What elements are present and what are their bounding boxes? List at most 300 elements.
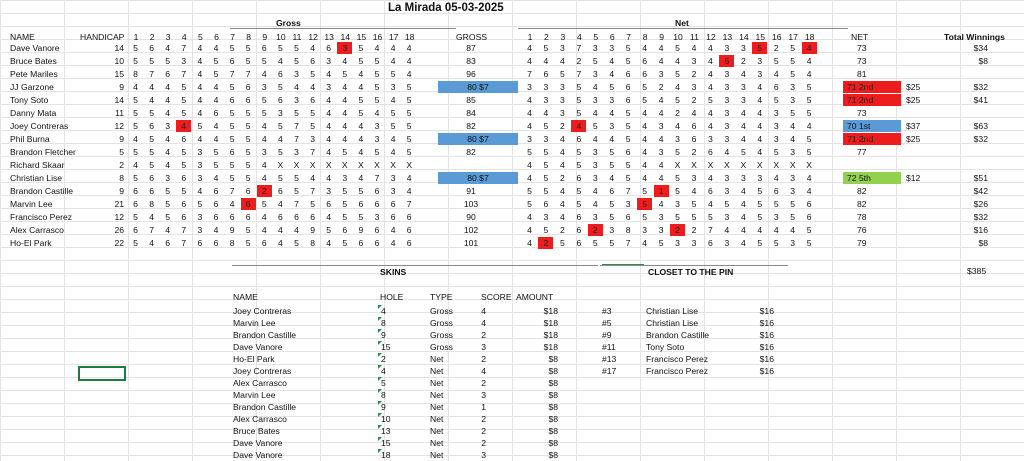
gross-score-cell[interactable]: 5 <box>278 121 283 131</box>
net-total[interactable]: 81 <box>857 69 867 79</box>
net-score-cell[interactable]: 3 <box>543 212 549 222</box>
net-score-cell[interactable]: 5 <box>609 238 615 248</box>
gross-score-cell[interactable]: 5 <box>294 173 299 183</box>
gross-score-cell[interactable]: 5 <box>294 238 299 248</box>
gross-score-cell[interactable]: 6 <box>213 186 219 196</box>
net-score-cell[interactable]: 4 <box>560 212 565 222</box>
gross-score-cell[interactable]: 4 <box>326 95 332 105</box>
net-score-cell[interactable]: 4 <box>740 134 746 144</box>
net-score-cell[interactable]: 3 <box>527 134 532 144</box>
gross-score-cell[interactable]: 4 <box>278 238 283 248</box>
gross-score-cell[interactable]: 5 <box>245 225 251 235</box>
net-score-cell[interactable]: 3 <box>708 134 713 144</box>
net-score-cell[interactable]: 5 <box>757 212 763 222</box>
gross-score-cell[interactable]: 6 <box>245 95 251 105</box>
gross-score-cell[interactable]: 5 <box>358 108 364 118</box>
gross-score-cell[interactable]: 5 <box>165 186 171 196</box>
gross-score-cell[interactable]: 5 <box>374 82 380 92</box>
net-score-cell[interactable]: 5 <box>576 108 582 118</box>
net-score-cell[interactable]: 3 <box>757 69 763 79</box>
player-name[interactable]: Francisco Perez <box>10 212 73 222</box>
net-score-cell[interactable]: 5 <box>658 238 664 248</box>
gross-score-cell[interactable]: 4 <box>261 69 267 79</box>
gross-score-cell[interactable]: 4 <box>149 238 154 248</box>
gross-score-cell[interactable]: 5 <box>358 95 364 105</box>
net-score-cell[interactable]: 2 <box>560 121 565 131</box>
net-score-cell[interactable]: 3 <box>609 121 615 131</box>
gross-score-cell[interactable]: 4 <box>390 238 396 248</box>
net-score-cell[interactable]: 3 <box>609 43 615 53</box>
gross-score-cell[interactable]: 8 <box>229 238 235 248</box>
net-total[interactable]: 78 <box>857 212 867 222</box>
gross-score-cell[interactable]: 4 <box>261 225 267 235</box>
net-score-cell[interactable]: 5 <box>806 238 812 248</box>
net-score-cell[interactable]: 6 <box>642 69 648 79</box>
gross-score-cell[interactable]: 5 <box>133 108 138 118</box>
net-score-cell[interactable]: X <box>806 160 812 170</box>
net-score-cell[interactable]: X <box>773 160 780 170</box>
gross-score-cell[interactable]: 7 <box>229 69 235 79</box>
net-score-cell[interactable]: 2 <box>670 224 685 236</box>
net-total[interactable]: 82 <box>857 199 867 209</box>
net-score-cell[interactable]: 5 <box>576 186 582 196</box>
gross-score-cell[interactable]: 5 <box>358 56 364 66</box>
net-score-cell[interactable]: 5 <box>773 238 779 248</box>
gross-score-cell[interactable]: 3 <box>197 225 203 235</box>
gross-score-cell[interactable]: 6 <box>261 43 267 53</box>
selected-cell[interactable] <box>78 366 126 381</box>
gross-score-cell[interactable]: 6 <box>213 212 219 222</box>
gross-score-cell[interactable]: 5 <box>165 56 171 66</box>
gross-score-cell[interactable]: 5 <box>133 43 138 53</box>
net-score-cell[interactable]: 4 <box>642 108 648 118</box>
gross-score-cell[interactable]: 4 <box>261 173 267 183</box>
net-score-cell[interactable]: 3 <box>675 134 680 144</box>
gross-score-cell[interactable]: 4 <box>358 147 364 157</box>
skins-row-name[interactable]: Brandon Castille <box>233 330 297 340</box>
net-score-cell[interactable]: 4 <box>527 238 532 248</box>
net-score-cell[interactable]: 5 <box>576 160 582 170</box>
gross-score-cell[interactable]: X <box>358 160 364 170</box>
ctp-row-name[interactable]: Christian Lise <box>646 306 699 316</box>
gross-score-cell[interactable]: 5 <box>310 69 315 79</box>
gross-score-cell[interactable]: 5 <box>310 199 315 209</box>
gross-score-cell[interactable]: 5 <box>374 56 380 66</box>
gross-score-cell[interactable]: 5 <box>406 121 412 131</box>
gross-score-cell[interactable]: 5 <box>245 56 251 66</box>
skins-row-name[interactable]: Brandon Castille <box>233 402 297 412</box>
gross-score-cell[interactable]: 4 <box>326 121 332 131</box>
net-score-cell[interactable]: 5 <box>625 108 631 118</box>
net-score-cell[interactable]: 2 <box>576 56 582 66</box>
gross-score-cell[interactable]: 4 <box>294 225 299 235</box>
net-score-cell[interactable]: 3 <box>724 134 730 144</box>
net-score-cell[interactable]: 4 <box>543 108 549 118</box>
gross-score-cell[interactable]: 3 <box>310 134 315 144</box>
gross-score-cell[interactable]: 7 <box>245 69 251 79</box>
net-score-cell[interactable]: 3 <box>724 69 730 79</box>
net-score-cell[interactable]: 4 <box>708 43 713 53</box>
gross-score-cell[interactable]: 5 <box>358 186 364 196</box>
gross-score-cell[interactable]: 4 <box>261 160 267 170</box>
gross-score-cell[interactable]: 5 <box>261 95 267 105</box>
net-score-cell[interactable]: 5 <box>543 121 549 131</box>
gross-score-cell[interactable]: 4 <box>390 225 396 235</box>
gross-score-cell[interactable]: 5 <box>213 56 219 66</box>
gross-score-cell[interactable]: 5 <box>342 186 348 196</box>
net-score-cell[interactable]: 5 <box>576 95 582 105</box>
gross-score-cell[interactable]: 3 <box>326 82 332 92</box>
net-score-cell[interactable]: 5 <box>576 82 582 92</box>
net-score-cell[interactable]: 3 <box>773 108 779 118</box>
net-score-cell[interactable]: 4 <box>658 173 664 183</box>
skins-row-name[interactable]: Marvin Lee <box>233 318 276 328</box>
gross-score-cell[interactable]: 5 <box>342 199 348 209</box>
net-score-cell[interactable]: 4 <box>708 173 713 183</box>
gross-score-cell[interactable]: 4 <box>213 173 219 183</box>
net-score-cell[interactable]: 6 <box>708 147 713 157</box>
net-score-cell[interactable]: 3 <box>560 95 565 105</box>
gross-score-cell[interactable]: 4 <box>133 160 138 170</box>
gross-score-cell[interactable]: 5 <box>406 108 412 118</box>
gross-score-cell[interactable]: 9 <box>358 225 364 235</box>
net-score-cell[interactable]: 4 <box>592 199 598 209</box>
net-score-cell[interactable]: 4 <box>675 121 680 131</box>
net-score-cell[interactable]: 1 <box>654 185 669 197</box>
skins-row-name[interactable]: Joey Contreras <box>233 366 292 376</box>
gross-score-cell[interactable]: 7 <box>181 69 187 79</box>
net-score-cell[interactable]: 3 <box>790 186 796 196</box>
net-score-cell[interactable]: 6 <box>691 134 697 144</box>
gross-score-cell[interactable]: 6 <box>149 173 154 183</box>
gross-score-cell[interactable]: 5 <box>406 147 412 157</box>
gross-score-cell[interactable]: 4 <box>342 82 348 92</box>
net-score-cell[interactable]: 4 <box>642 147 648 157</box>
net-score-cell[interactable]: 5 <box>773 147 779 157</box>
gross-score-cell[interactable]: 6 <box>406 225 412 235</box>
gross-score-cell[interactable]: 6 <box>149 186 154 196</box>
gross-score-cell[interactable]: 6 <box>278 186 283 196</box>
net-score-cell[interactable]: 4 <box>658 199 664 209</box>
net-score-cell[interactable]: 5 <box>609 147 615 157</box>
gross-score-cell[interactable]: 6 <box>390 199 396 209</box>
net-score-cell[interactable]: 4 <box>675 82 680 92</box>
net-score-cell[interactable]: 4 <box>708 56 713 66</box>
net-score-cell[interactable]: 4 <box>642 134 648 144</box>
net-score-cell[interactable]: 6 <box>642 56 648 66</box>
net-score-cell[interactable]: X <box>724 160 730 170</box>
gross-score-cell[interactable]: X <box>325 160 332 170</box>
player-name[interactable]: Tony Soto <box>10 95 49 105</box>
net-total[interactable]: 70 1st <box>843 120 901 132</box>
net-score-cell[interactable]: 5 <box>560 69 565 79</box>
gross-score-cell[interactable]: 4 <box>406 56 412 66</box>
gross-score-cell[interactable]: 6 <box>213 199 219 209</box>
net-total[interactable]: 73 <box>857 108 867 118</box>
gross-score-cell[interactable]: 6 <box>310 56 315 66</box>
gross-score-cell[interactable]: 6 <box>133 225 138 235</box>
gross-score-cell[interactable]: X <box>277 160 284 170</box>
player-name[interactable]: Brandon Castille <box>10 186 74 196</box>
gross-score-cell[interactable]: 3 <box>374 134 380 144</box>
gross-score-cell[interactable]: 5 <box>342 69 348 79</box>
gross-score-cell[interactable]: 5 <box>133 212 138 222</box>
net-score-cell[interactable]: 5 <box>675 186 680 196</box>
gross-score-cell[interactable]: 4 <box>390 147 396 157</box>
gross-score-cell[interactable]: 5 <box>213 160 219 170</box>
gross-score-cell[interactable]: 7 <box>181 225 187 235</box>
gross-score-cell[interactable]: 6 <box>342 225 348 235</box>
gross-score-cell[interactable]: 4 <box>294 82 299 92</box>
net-score-cell[interactable]: X <box>674 160 681 170</box>
gross-score-cell[interactable]: 4 <box>165 134 171 144</box>
gross-score-cell[interactable]: 5 <box>390 69 396 79</box>
gross-score-cell[interactable]: 4 <box>165 108 171 118</box>
gross-score-cell[interactable]: 4 <box>406 43 412 53</box>
gross-score-cell[interactable]: 7 <box>229 186 235 196</box>
net-score-cell[interactable]: 6 <box>708 238 713 248</box>
gross-score-cell[interactable]: 4 <box>149 95 154 105</box>
gross-score-cell[interactable]: X <box>406 160 413 170</box>
net-score-cell[interactable]: 5 <box>675 95 680 105</box>
gross-score-cell[interactable]: 6 <box>197 238 203 248</box>
gross-score-cell[interactable]: 4 <box>278 134 283 144</box>
net-score-cell[interactable]: 4 <box>757 147 763 157</box>
net-score-cell[interactable]: 3 <box>675 199 680 209</box>
gross-score-cell[interactable]: 6 <box>149 43 154 53</box>
gross-score-cell[interactable]: 6 <box>165 238 171 248</box>
gross-score-cell[interactable]: 4 <box>261 134 267 144</box>
gross-score-cell[interactable]: 5 <box>245 160 251 170</box>
net-score-cell[interactable]: 3 <box>658 121 664 131</box>
net-score-cell[interactable]: 6 <box>691 121 697 131</box>
gross-score-cell[interactable]: 4 <box>149 212 154 222</box>
gross-score-cell[interactable]: 7 <box>294 199 299 209</box>
net-score-cell[interactable]: 3 <box>740 43 746 53</box>
net-score-cell[interactable]: 5 <box>560 238 565 248</box>
net-score-cell[interactable]: 4 <box>757 82 763 92</box>
gross-score-cell[interactable]: 3 <box>390 173 396 183</box>
net-score-cell[interactable]: 7 <box>576 69 582 79</box>
net-score-cell[interactable]: 5 <box>625 56 631 66</box>
gross-score-cell[interactable]: 2 <box>257 185 272 197</box>
gross-score-cell[interactable]: 3 <box>390 186 396 196</box>
gross-score-cell[interactable]: 4 <box>326 134 332 144</box>
net-score-cell[interactable]: 3 <box>790 173 796 183</box>
net-score-cell[interactable]: 4 <box>740 121 746 131</box>
gross-score-cell[interactable]: 5 <box>294 43 299 53</box>
gross-score-cell[interactable]: 3 <box>261 82 267 92</box>
skins-row-name[interactable]: Marvin Lee <box>233 390 276 400</box>
net-score-cell[interactable]: 5 <box>625 134 631 144</box>
net-score-cell[interactable]: 4 <box>691 186 697 196</box>
net-score-cell[interactable]: 4 <box>592 82 598 92</box>
gross-score-cell[interactable]: 7 <box>294 121 299 131</box>
gross-score-cell[interactable]: 5 <box>133 238 138 248</box>
net-score-cell[interactable]: 4 <box>806 121 812 131</box>
gross-score-cell[interactable]: 5 <box>358 212 364 222</box>
net-score-cell[interactable]: 2 <box>560 225 565 235</box>
net-score-cell[interactable]: 4 <box>658 160 664 170</box>
net-score-cell[interactable]: 3 <box>740 173 746 183</box>
gross-score-cell[interactable]: 5 <box>294 56 299 66</box>
player-name[interactable]: Richard Skaar <box>10 160 65 170</box>
gross-score-cell[interactable]: 6 <box>229 95 235 105</box>
gross-score-cell[interactable]: 5 <box>310 108 315 118</box>
net-score-cell[interactable]: 7 <box>708 225 713 235</box>
gross-score-cell[interactable]: 8 <box>310 238 315 248</box>
gross-score-cell[interactable]: 6 <box>278 95 283 105</box>
net-total[interactable]: 72 5th <box>843 172 901 184</box>
net-score-cell[interactable]: 3 <box>724 212 730 222</box>
net-score-cell[interactable]: 3 <box>527 82 532 92</box>
net-score-cell[interactable]: 4 <box>740 199 746 209</box>
gross-score-cell[interactable]: 5 <box>181 186 187 196</box>
net-score-cell[interactable]: 3 <box>724 82 730 92</box>
gross-score-cell[interactable]: 6 <box>374 225 380 235</box>
net-score-cell[interactable]: 3 <box>625 199 631 209</box>
gross-score-cell[interactable]: 5 <box>149 108 154 118</box>
net-score-cell[interactable]: 2 <box>691 69 697 79</box>
net-score-cell[interactable]: 5 <box>790 212 796 222</box>
net-score-cell[interactable]: 5 <box>527 147 532 157</box>
gross-score-cell[interactable]: 4 <box>358 173 364 183</box>
net-score-cell[interactable]: 4 <box>527 173 532 183</box>
gross-score-cell[interactable]: 5 <box>181 108 187 118</box>
net-score-cell[interactable]: 4 <box>708 108 713 118</box>
net-score-cell[interactable]: 4 <box>708 69 713 79</box>
skins-row-name[interactable]: Dave Vanore <box>233 438 283 448</box>
net-score-cell[interactable]: 3 <box>790 147 796 157</box>
skins-row-name[interactable]: Dave Vanore <box>233 450 283 460</box>
net-score-cell[interactable]: 2 <box>588 224 603 236</box>
net-score-cell[interactable]: 5 <box>790 199 796 209</box>
gross-score-cell[interactable]: 5 <box>133 121 138 131</box>
net-score-cell[interactable]: 4 <box>691 43 697 53</box>
gross-score-cell[interactable]: 4 <box>197 134 203 144</box>
gross-score-cell[interactable]: 4 <box>133 134 138 144</box>
skins-row-name[interactable]: Bruce Bates <box>233 426 280 436</box>
gross-score-cell[interactable]: X <box>390 160 396 170</box>
gross-score-cell[interactable]: 4 <box>326 212 332 222</box>
gross-score-cell[interactable]: 6 <box>310 95 315 105</box>
gross-score-cell[interactable]: 4 <box>326 69 332 79</box>
net-score-cell[interactable]: 4 <box>543 56 549 66</box>
net-score-cell[interactable]: 3 <box>675 238 680 248</box>
gross-score-cell[interactable]: 5 <box>229 43 235 53</box>
gross-score-cell[interactable]: 5 <box>294 186 299 196</box>
net-total[interactable]: 77 <box>857 147 867 157</box>
gross-score-cell[interactable]: 5 <box>261 56 267 66</box>
gross-score-cell[interactable]: 4 <box>326 238 332 248</box>
gross-score-cell[interactable]: 4 <box>342 121 348 131</box>
gross-score-cell[interactable]: 9 <box>310 225 315 235</box>
net-score-cell[interactable]: 8 <box>625 225 631 235</box>
net-score-cell[interactable]: 5 <box>576 199 582 209</box>
gross-score-cell[interactable]: 5 <box>245 238 251 248</box>
gross-score-cell[interactable]: 3 <box>165 121 171 131</box>
net-score-cell[interactable]: 5 <box>675 69 680 79</box>
net-score-cell[interactable]: 5 <box>543 225 549 235</box>
gross-score-cell[interactable]: 4 <box>406 186 412 196</box>
gross-score-cell[interactable]: 5 <box>213 147 219 157</box>
net-score-cell[interactable]: 6 <box>576 212 582 222</box>
gross-score-cell[interactable]: 3 <box>278 108 283 118</box>
gross-score-cell[interactable]: 5 <box>181 82 187 92</box>
net-score-cell[interactable]: 5 <box>609 199 615 209</box>
net-score-cell[interactable]: 5 <box>637 198 652 210</box>
net-score-cell[interactable]: 6 <box>576 238 582 248</box>
net-score-cell[interactable]: 2 <box>560 173 565 183</box>
gross-total-winner[interactable]: 80 $7 <box>438 81 518 93</box>
net-score-cell[interactable]: 3 <box>724 186 730 196</box>
gross-score-cell[interactable]: 4 <box>165 95 171 105</box>
net-score-cell[interactable]: 5 <box>642 95 648 105</box>
net-score-cell[interactable]: 5 <box>609 82 615 92</box>
gross-score-cell[interactable]: 4 <box>213 82 219 92</box>
net-score-cell[interactable]: 4 <box>675 56 680 66</box>
net-score-cell[interactable]: 5 <box>790 69 796 79</box>
net-score-cell[interactable]: 5 <box>609 160 615 170</box>
gross-score-cell[interactable]: 6 <box>229 147 235 157</box>
gross-score-cell[interactable]: 5 <box>149 160 154 170</box>
gross-score-cell[interactable]: 6 <box>133 186 138 196</box>
gross-score-cell[interactable]: 4 <box>278 199 283 209</box>
net-score-cell[interactable]: 4 <box>527 95 532 105</box>
gross-score-cell[interactable]: 4 <box>342 95 348 105</box>
gross-score-cell[interactable]: 4 <box>342 108 348 118</box>
gross-score-cell[interactable]: 4 <box>165 82 171 92</box>
gross-score-cell[interactable]: 3 <box>261 147 267 157</box>
gross-score-cell[interactable]: 5 <box>374 95 380 105</box>
gross-score-cell[interactable]: 3 <box>326 186 332 196</box>
gross-score-cell[interactable]: 4 <box>326 147 332 157</box>
net-score-cell[interactable]: 5 <box>609 212 615 222</box>
gross-score-cell[interactable]: 8 <box>149 199 154 209</box>
gross-score-cell[interactable]: 5 <box>229 108 235 118</box>
gross-score-cell[interactable]: 4 <box>342 56 348 66</box>
gross-score-cell[interactable]: 5 <box>133 56 138 66</box>
gross-score-cell[interactable]: 4 <box>390 56 396 66</box>
player-name[interactable]: Christian Lise <box>10 173 63 183</box>
net-score-cell[interactable]: 6 <box>576 225 582 235</box>
net-score-cell[interactable]: 4 <box>560 186 565 196</box>
gross-score-cell[interactable]: 6 <box>358 199 364 209</box>
gross-score-cell[interactable]: 7 <box>149 69 154 79</box>
ctp-row-name[interactable]: Francisco Perez <box>646 366 709 376</box>
net-score-cell[interactable]: 5 <box>757 186 763 196</box>
player-name[interactable]: Brandon Fletcher <box>10 147 76 157</box>
net-score-cell[interactable]: 4 <box>740 212 746 222</box>
net-score-cell[interactable]: 2 <box>691 95 697 105</box>
gross-score-cell[interactable]: 3 <box>181 56 187 66</box>
net-score-cell[interactable]: X <box>691 160 697 170</box>
gross-score-cell[interactable]: 5 <box>342 212 348 222</box>
gross-score-cell[interactable]: 6 <box>149 121 154 131</box>
net-score-cell[interactable]: 5 <box>773 56 779 66</box>
net-total[interactable]: 82 <box>857 186 867 196</box>
net-score-cell[interactable]: 5 <box>790 108 796 118</box>
gross-score-cell[interactable]: 4 <box>278 225 283 235</box>
net-score-cell[interactable]: 6 <box>543 69 549 79</box>
skins-row-name[interactable]: Alex Carrasco <box>233 414 287 424</box>
gross-score-cell[interactable]: 5 <box>310 121 315 131</box>
gross-score-cell[interactable]: 4 <box>374 43 380 53</box>
gross-score-cell[interactable]: 6 <box>213 108 219 118</box>
net-score-cell[interactable]: 4 <box>527 121 532 131</box>
gross-score-cell[interactable]: 3 <box>197 147 203 157</box>
net-score-cell[interactable]: 4 <box>757 95 763 105</box>
